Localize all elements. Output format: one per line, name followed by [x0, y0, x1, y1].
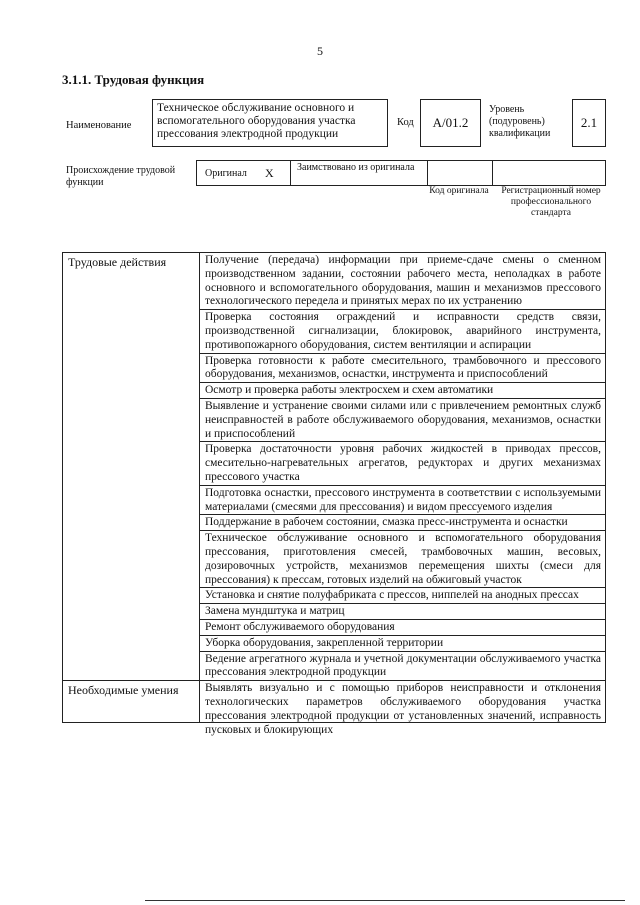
function-name-value: Техническое обслуживание основного и вспомогательного оборудования участка прессования электродной продукции: [157, 102, 356, 140]
labor-actions-label: Трудовые действия: [63, 253, 200, 681]
skills-label: Необходимые умения: [63, 681, 200, 723]
origin-label: Происхождение трудовой функции: [66, 165, 176, 188]
code-original-caption: Код оригинала: [429, 186, 489, 196]
origin-divider: [290, 161, 291, 185]
function-name-box: [152, 99, 388, 147]
table-cell: Уборка оборудования, закрепленной территории: [200, 635, 606, 651]
code-value: А/01.2: [432, 115, 469, 130]
origin-divider: [427, 161, 428, 185]
origin-divider: [492, 161, 493, 185]
original-label: Оригинал: [205, 168, 247, 179]
page-bottom-edge: [145, 900, 625, 901]
table-cell: Ведение агрегатного журнала и учетной документации обслуживаемого участка прессования электродной продукции: [200, 651, 606, 681]
page-number: 5: [317, 44, 323, 58]
table-cell: Ремонт обслуживаемого оборудования: [200, 619, 606, 635]
table-row: [63, 681, 606, 723]
table-cell: Подготовка оснастки, прессового инструмента в соответствии с используемыми материалами (смесями для прессования) и видом прессуемого изделия: [200, 485, 606, 515]
original-mark: X: [265, 166, 274, 180]
skills-first-item: Выявлять визуально и с помощью приборов неисправности и отклонения технологических параметров обслуживаемого оборудования участка прессования электродной продукции от установленных значений, исправность пусковых и блокирующих: [205, 682, 601, 736]
table-cell: Проверка состояния ограждений и исправности средств связи, производственной сигнализации, блокировок, аварийного инструмента, противопожарного оборудования, систем вентиляции и аспирации: [200, 310, 606, 353]
table-cell: Получение (передача) информации при приеме-сдаче смены о сменном производственном задании, состоянии рабочего места, неполадках в работе основного и вспомогательного оборудования, машин и механизмов прессового технологического передела и принятых мерах по их устранению: [200, 253, 606, 310]
table-cell: Выявление и устранение своими силами или с привлечением ремонтных служб неисправностей в работе обслуживаемого оборудования, механизмов, оснастки и приспособлений: [200, 398, 606, 441]
table-cell: Проверка готовности к работе смесительного, трамбовочного и прессового оборудования, механизмов, оснастки, инструмента и приспособлений: [200, 353, 606, 383]
table-cell: Установка и снятие полуфабриката с прессов, ниппелей на анодных прессах: [200, 588, 606, 604]
table-cell: Техническое обслуживание основного и вспомогательного оборудования прессования, приготовления смесей, трамбовочных машин, весовых, дозировочных устройств, механизмов перемещения шихты (смеси для прессования) к прессам, готовых изделий на обжиговый участок: [200, 531, 606, 588]
level-label: Уровень (подуровень) квалификации: [489, 104, 551, 139]
origin-table: [196, 160, 606, 186]
table-cell: Поддержание в рабочем состоянии, смазка пресс-инструмента и оснастки: [200, 515, 606, 531]
borrowed-label: Заимствовано из оригинала: [297, 162, 415, 173]
table-cell: Осмотр и проверка работы электросхем и схем автоматики: [200, 383, 606, 399]
table-cell: Проверка достаточности уровня рабочих жидкостей в приводах прессов, смесительно-нагревательных агрегатов, редукторах и других механизмах прессового участка: [200, 442, 606, 485]
name-label: Наименование: [66, 120, 132, 131]
section-title: 3.1.1. Трудовая функция: [62, 72, 205, 87]
level-value: 2.1: [580, 115, 598, 130]
code-value-box: [420, 99, 481, 147]
table-cell: [200, 681, 606, 736]
labor-function-table: [62, 252, 606, 736]
table-row: [63, 253, 606, 310]
code-label: Код: [397, 117, 414, 128]
reg-number-caption: Регистрационный номер профессионального стандарта: [501, 186, 601, 218]
level-value-box: [572, 99, 606, 147]
table-cell: Замена мундштука и матриц: [200, 604, 606, 620]
